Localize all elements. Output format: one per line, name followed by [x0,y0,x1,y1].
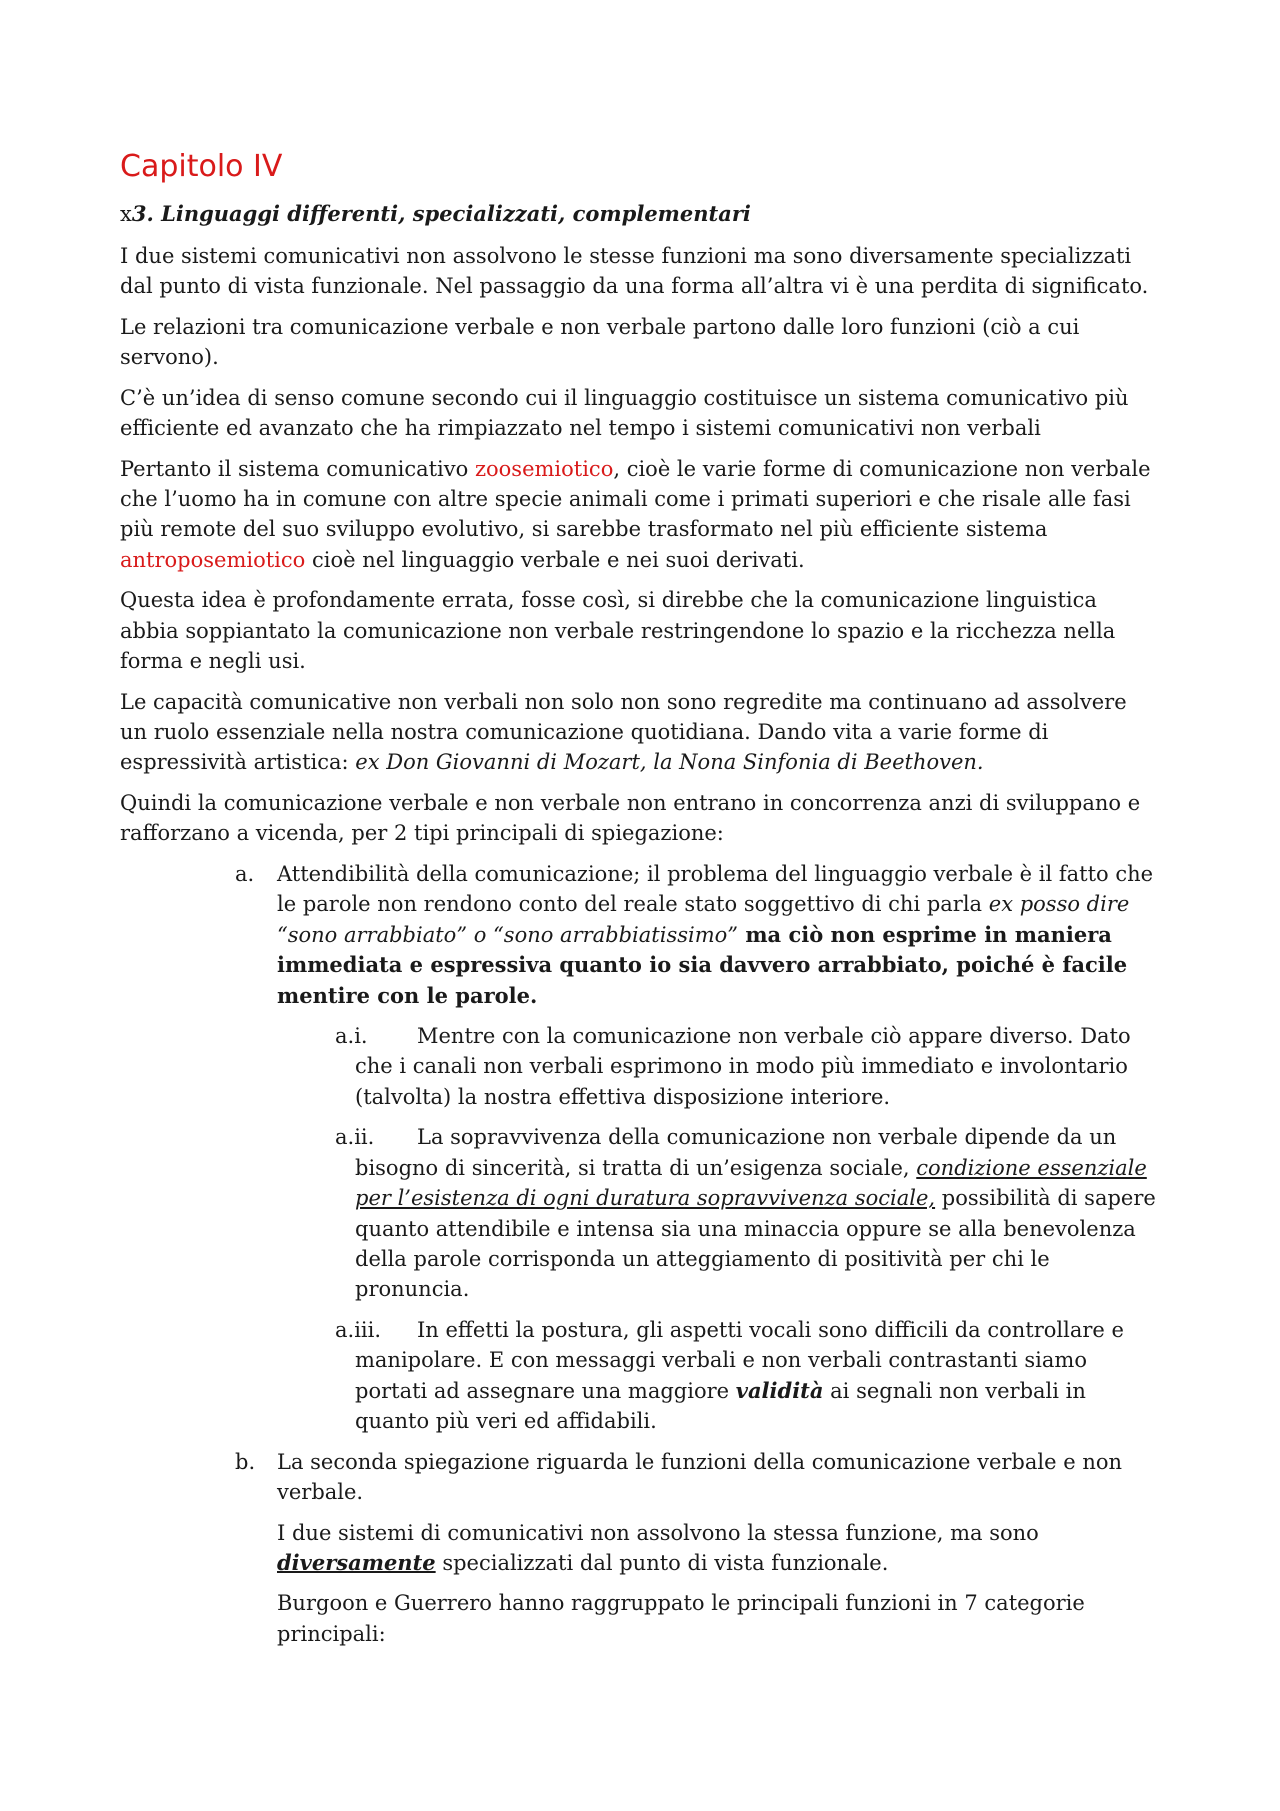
chapter-title: Capitolo IV [120,149,283,184]
list-item-a [120,859,1160,1011]
item-a-ii-text-a: La sopravvivenza della comunicazione non verbale dipende da un bisogno di sincerità, si tratta di un’esigenza sociale, [355,1125,1117,1180]
p6-text: Le capacità comunicative non verbali non solo non sono regredite ma continuano ad assolvere un ruolo essenziale nella nostra comunicazione quotidiana. Dando vita a varie forme di espressività artistica: [120,689,1127,775]
document-content [120,150,1160,1659]
item-b-follow-1-a: I due sistemi di comunicativi non assolvono la stessa funzione, ma sono [277,1520,1039,1545]
item-a-iii-emph: validità [735,1377,824,1403]
section-heading [120,199,1160,229]
item-b-emph: diversamente [277,1549,436,1575]
paragraph-1: I due sistemi comunicativi non assolvono le stesse funzioni ma sono diversamente specializzati dal punto di vista funzionale. Nel passaggio da una forma all’altra vi è una perdita di significato. [120,243,1149,299]
p6-example: ex Don Giovanni di Mozart, la Nona Sinfonia di Beethoven. [355,750,984,775]
item-a-iii-text-a: In effetti la postura, gli aspetti vocali sono difficili da controllare e manipolare. E con messaggi verbali e non verbali contrastanti siamo portati ad assegnare una maggiore [355,1317,1124,1403]
item-a-bold: ma ciò non esprime in maniera immediata e espressiva quanto io sia davvero arrabbiato, poiché è facile mentire con le parole. [277,921,1128,1008]
item-a-text: Attendibilità della comunicazione; il problema del linguaggio verbale è il fatto che le parole non rendono conto del reale stato soggettivo di chi parla [277,861,1154,917]
paragraph-2: Le relazioni tra comunicazione verbale e non verbale partono dalle loro funzioni (ciò a cui servono). [120,314,1080,370]
list-item-a-iii [120,1315,1160,1437]
list-marker-a: a. [235,861,255,886]
term-antroposemiotico: antroposemiotico [120,547,306,572]
item-b-follow-2: Burgoon e Guerrero hanno raggruppato le principali funzioni in 7 categorie principali: [277,1591,1085,1646]
item-b-text: La seconda spiegazione riguarda le funzioni della comunicazione verbale e non verbale. [277,1449,1123,1505]
item-a-iii-text-b: ai segnali non verbali in quanto più veri ed affidabili. [355,1378,1086,1434]
term-zoosemiotico: zoosemiotico [474,456,614,481]
list-marker-b: b. [235,1449,256,1474]
list-marker-a-iii: a.iii. [335,1317,382,1342]
list-item-a-ii [120,1122,1160,1305]
paragraph-7: Quindi la comunicazione verbale e non verbale non entrano in concorrenza anzi di sviluppano e rafforzano a vicenda, per 2 tipi principali di spiegazione: [120,790,1141,846]
list-marker-a-i: a.i. [335,1023,368,1048]
list-item-a-i [120,1021,1160,1112]
list-item-b [120,1447,1160,1508]
item-b-follow-1 [120,1518,1160,1579]
paragraph-5: Questa idea è profondamente errata, fosse così, si direbbe che la comunicazione linguistica abbia soppiantato la comunicazione non verbale restringendone lo spazio e la ricchezza nella forma e negli usi. [120,588,1116,674]
p4-text-c: cioè nel linguaggio verbale e nei suoi derivati. [305,547,805,572]
item-a-example: ex posso dire “sono arrabbiato” o “sono arrabbiatissimo” [277,892,1130,947]
list-marker-a-ii: a.ii. [335,1125,375,1150]
paragraph-3: C’è un’idea di senso comune secondo cui il linguaggio costituisce un sistema comunicativo più efficiente ed avanzato che ha rimpiazzato nel tempo i sistemi comunicativi non verbali [120,385,1129,441]
section-prefix: x [120,201,132,226]
paragraph-6 [120,687,1160,778]
item-a-ii-underlined: condizione essenziale per l’esistenza di ogni duratura sopravvivenza sociale, [355,1155,1147,1211]
item-a-i-text: Mentre con la comunicazione non verbale ciò appare diverso. Dato che i canali non verbali esprimono in modo più immediato e involontario (talvolta) la nostra effettiva disposizione interiore. [355,1023,1131,1109]
p4-text-a: Pertanto il sistema comunicativo [120,456,475,481]
paragraph-4 [120,454,1160,576]
section-title: 3. Linguaggi differenti, specializzati, complementari [131,200,751,226]
p4-text-b: , cioè le varie forme di comunicazione non verbale che l’uomo ha in comune con altre specie animali come i primati superiori e che risale alle fasi più remote del suo sviluppo evolutivo, si sarebbe trasformato nel più efficiente sistema [120,456,1151,542]
item-b-follow-1-b: specializzati dal punto di vista funzionale. [435,1550,889,1575]
item-a-ii-text-b: possibilità di sapere quanto attendibile e intensa sia una minaccia oppure se alla benevolenza della parole corrisponda un atteggiamento di positività per chi le pronuncia. [355,1186,1156,1302]
